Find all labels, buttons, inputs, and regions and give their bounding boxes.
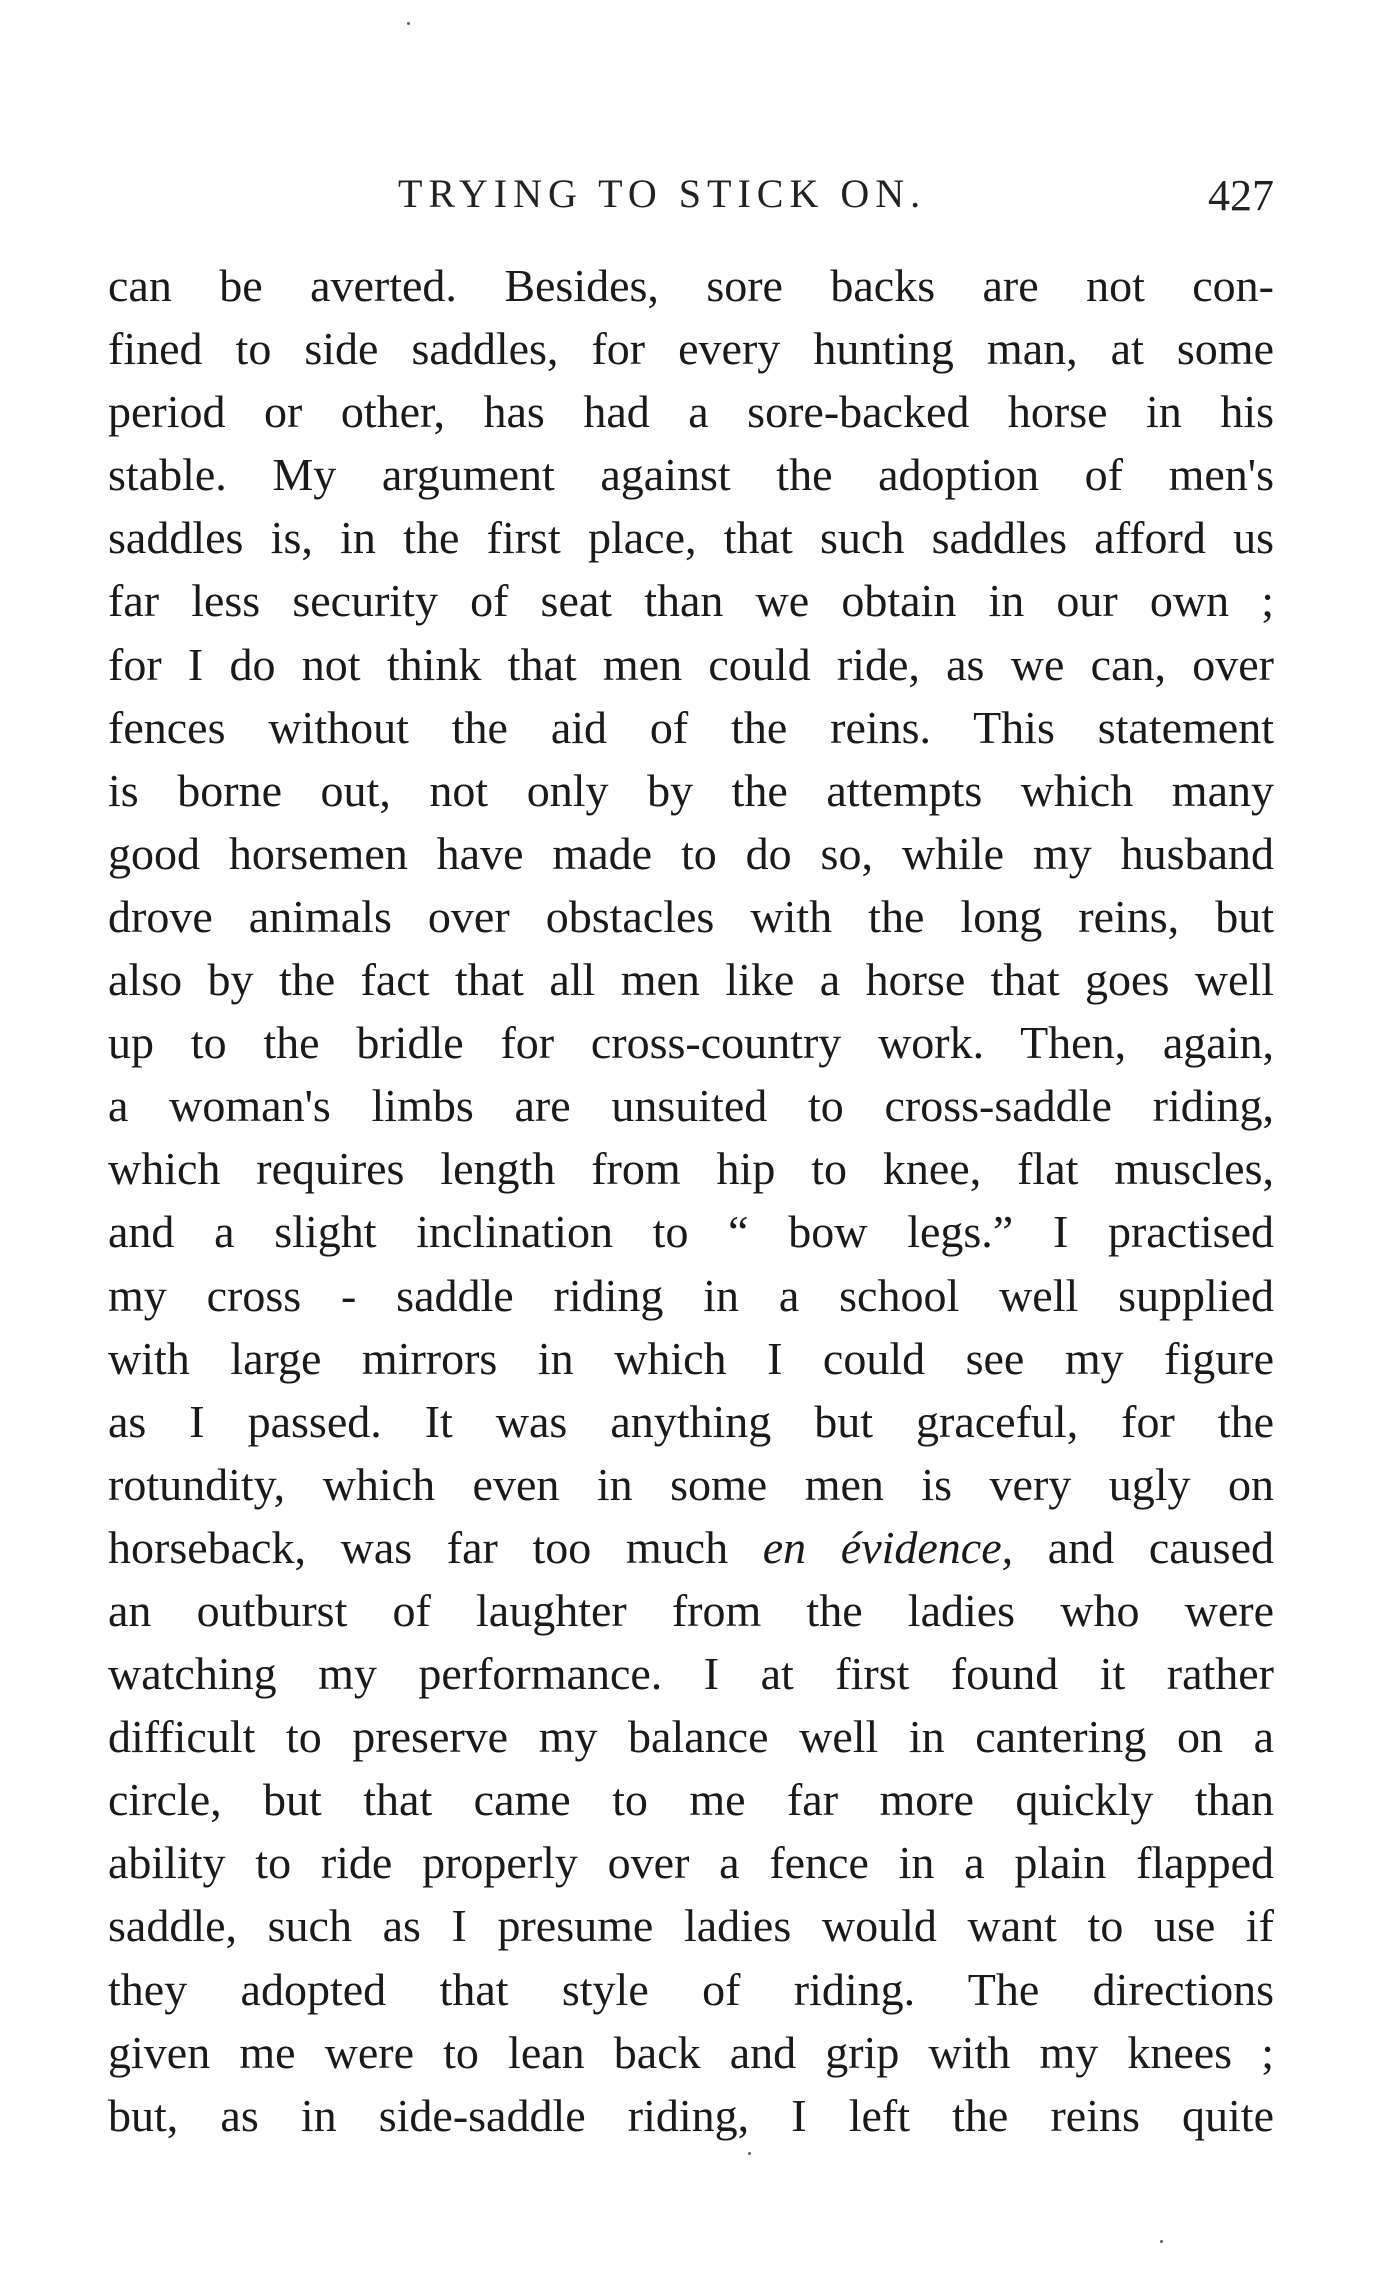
text-line: drove animals over obstacles with the long reins, but [108,890,1274,942]
text-line: ability to ride properly over a fence in a plain flapped [108,1837,1274,1889]
text-line: also by the fact that all men like a horse that goes well [108,954,1274,1006]
text-line: good horsemen have made to do so, while my husband [108,827,1274,879]
text-line: given me were to lean back and grip with my knees ; [108,2026,1274,2078]
text-line: period or other, has had a sore-backed horse in his [108,386,1274,438]
text-line: circle, but that came to me far more quickly than [108,1774,1274,1826]
text-line: is borne out, not only by the attempts which many [108,764,1274,816]
text-line: which requires length from hip to knee, flat muscles, [108,1143,1274,1195]
line-segment: horseback, was far too much [108,1521,763,1573]
running-title: TRYING TO STICK ON. [398,171,927,216]
text-line-with-italic [108,1516,1274,1579]
text-line: for I do not think that men could ride, as we can, over [108,638,1274,690]
ink-speck-corner [1160,2240,1163,2243]
text-line: can be averted. Besides, sore backs are not con- [108,260,1274,311]
text-line: up to the bridle for cross-country work. Then, again, [108,1017,1274,1069]
italic-phrase: en évidence, [762,1521,1014,1573]
text-line: but, as in side-saddle riding, I left the reins quite [108,2089,1274,2141]
text-line: fined to side saddles, for every hunting man, at some [108,323,1274,375]
text-line: and a slight inclination to “ bow legs.” I practised [108,1206,1274,1258]
text-line: stable. My argument against the adoption of men's [108,449,1274,501]
page-number: 427 [1208,171,1274,220]
text-line: difficult to preserve my balance well in cantering on a [108,1711,1274,1763]
text-line: a woman's limbs are unsuited to cross-saddle riding, [108,1080,1274,1132]
body-text [108,254,1274,2147]
text-line: rotundity, which even in some men is very ugly on [108,1458,1274,1510]
text-line: as I passed. It was anything but graceful, for the [108,1395,1274,1447]
running-head [108,160,1274,220]
text-line: an outburst of laughter from the ladies who were [108,1584,1274,1636]
text-line: fences without the aid of the reins. This statement [108,701,1274,753]
ink-speck-top [407,22,410,25]
text-line: saddles is, in the first place, that such saddles afford us [108,512,1274,564]
text-line: watching my performance. I at first found it rather [108,1648,1274,1700]
line-segment: and caused [1013,1521,1274,1573]
text-line: they adopted that style of riding. The directions [108,1963,1274,2015]
text-line: with large mirrors in which I could see my figure [108,1332,1274,1384]
text-line: saddle, such as I presume ladies would want to use if [108,1900,1274,1952]
text-line: far less security of seat than we obtain in our own ; [108,575,1274,627]
text-line: my cross - saddle riding in a school well supplied [108,1269,1274,1321]
ink-speck-bottom [748,2152,751,2155]
